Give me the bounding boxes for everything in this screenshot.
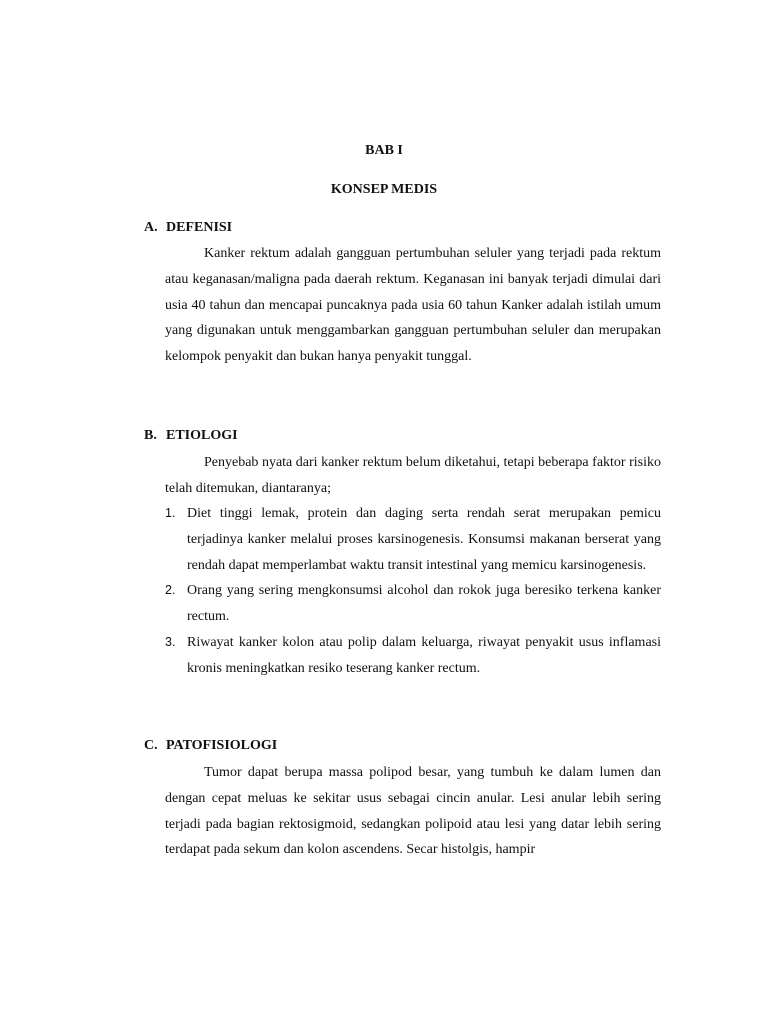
section-heading-defenisi bbox=[144, 220, 232, 236]
section-title: ETIOLOGI bbox=[166, 428, 238, 443]
list-item bbox=[165, 578, 661, 630]
document-title: KONSEP MEDIS bbox=[330, 182, 438, 197]
section-paragraph-defenisi bbox=[165, 241, 661, 370]
section-title: PATOFISIOLOGI bbox=[166, 738, 278, 753]
list-item-text: Orang yang sering mengkonsumsi alcohol dan rokok juga beresiko terkena kanker rectum. bbox=[187, 583, 661, 625]
section-heading-patofisiologi bbox=[144, 738, 277, 754]
section-letter: A. bbox=[144, 220, 158, 235]
section-letter: B. bbox=[144, 428, 157, 443]
paragraph: Kanker rektum adalah gangguan pertumbuhan seluler yang terjadi pada rektum atau keganasan/maligna pada daerah rektum. Keganasan ini banyak terjadi dimulai dari usia 40 tahun dan mencapai puncaknya pada usia 60 tahun Kanker adalah istilah umum yang digunakan untuk menggambarkan gangguan pertumbuhan seluler dan merupakan kelompok penyakit dan bukan hanya penyakit tunggal. bbox=[165, 246, 661, 365]
list-item bbox=[165, 501, 661, 578]
list-item-text: Diet tinggi lemak, protein dan daging serta rendah serat merupakan pemicu terjadinya kanker melalui proses karsinogenesis. Konsumsi makanan berserat yang rendah dapat memperlambat waktu transit intestinal yang memicu karsinogenesis. bbox=[187, 506, 661, 573]
risk-factor-list bbox=[165, 501, 661, 682]
list-number: 3. bbox=[165, 634, 176, 649]
section-paragraph-patofisiologi bbox=[165, 760, 661, 863]
section-paragraph-etiologi bbox=[165, 450, 661, 502]
list-item bbox=[165, 630, 661, 682]
chapter-heading: BAB I bbox=[365, 143, 403, 158]
paragraph: Tumor dapat berupa massa polipod besar, yang tumbuh ke dalam lumen dan dengan cepat meluas ke sekitar usus sebagai cincin anular. Lesi anular lebih sering terjadi pada bagian rektosigmoid, sedangkan polipoid atau lesi yang datar lebih sering terdapat pada sekum dan kolon ascendens. Secar histolgis, hampir bbox=[165, 765, 661, 858]
list-item-text: Riwayat kanker kolon atau polip dalam keluarga, riwayat penyakit usus inflamasi kronis meningkatkan resiko teserang kanker rectum. bbox=[187, 634, 661, 676]
section-title: DEFENISI bbox=[166, 220, 233, 235]
paragraph: Penyebab nyata dari kanker rektum belum diketahui, tetapi beberapa faktor risiko telah ditemukan, diantaranya; bbox=[165, 455, 661, 496]
section-letter: C. bbox=[144, 738, 158, 753]
list-number: 2. bbox=[165, 583, 176, 598]
section-heading-etiologi bbox=[144, 428, 238, 444]
list-number: 1. bbox=[165, 506, 176, 520]
